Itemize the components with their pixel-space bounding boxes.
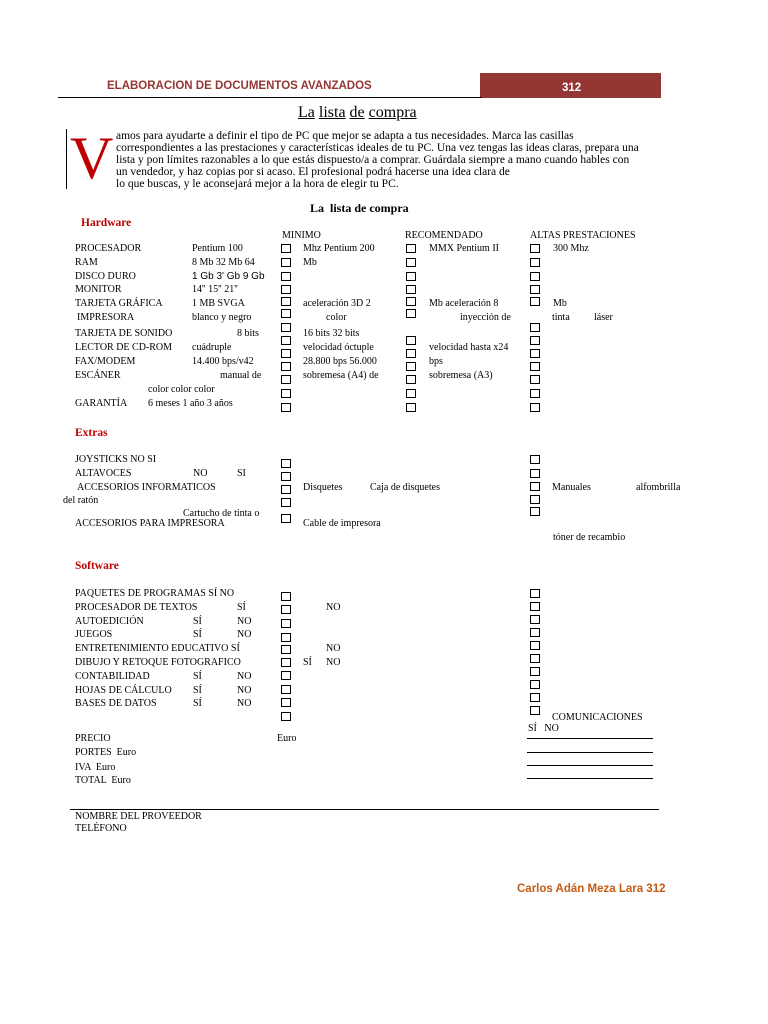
hw-cdrom-alt: velocidad hasta x24 <box>429 342 509 353</box>
portes-line <box>527 752 653 753</box>
checkbox[interactable] <box>406 244 416 253</box>
checkbox[interactable] <box>406 375 416 384</box>
checkbox[interactable] <box>281 244 291 253</box>
ex-accesorios-2: Caja de disquetes <box>370 482 440 493</box>
software-heading: Software <box>75 560 119 572</box>
checkbox[interactable] <box>530 602 540 611</box>
portes-label: PORTES Euro <box>75 747 137 758</box>
total-line <box>527 778 653 779</box>
sw-contabilidad-no: NO <box>237 671 252 682</box>
ex-accesorios-1: Disquetes <box>303 482 343 493</box>
total-label: TOTAL Euro <box>75 775 131 786</box>
ex-del-raton: del ratón <box>63 495 99 506</box>
checkbox[interactable] <box>406 258 416 267</box>
checkbox[interactable] <box>530 272 540 281</box>
title-word-3: de <box>349 104 365 121</box>
checkbox[interactable] <box>281 605 291 614</box>
checkbox[interactable] <box>530 323 540 332</box>
extras-heading: Extras <box>75 427 108 439</box>
hw-ram-rec: Mb <box>303 257 317 268</box>
hw-monitor-min: 14'' 15'' 21'' <box>192 284 238 295</box>
checkbox[interactable] <box>530 641 540 650</box>
sw-bases-no: NO <box>237 698 252 709</box>
dropcap-rule <box>66 129 67 189</box>
checkbox[interactable] <box>281 712 291 721</box>
list-subtitle: La lista de compra <box>310 201 409 215</box>
checkbox[interactable] <box>281 619 291 628</box>
checkbox[interactable] <box>406 272 416 281</box>
header-title: ELABORACION DE DOCUMENTOS AVANZADOS <box>107 80 372 92</box>
checkbox[interactable] <box>281 258 291 267</box>
hw-grafica-min: 1 MB SVGA <box>192 298 245 309</box>
col-minimo: MINIMO <box>282 230 321 241</box>
intro-line-2: correspondientes a las prestaciones y características ideales de tu PC. Una vez tengas las ideas claras, prepara una <box>116 142 639 154</box>
ex-altavoces-label: ALTAVOCES <box>75 468 132 479</box>
ex-joysticks: JOYSTICKS NO SI <box>75 454 157 465</box>
hw-cdrom-min: cuádruple <box>192 342 232 353</box>
checkbox[interactable] <box>530 495 540 504</box>
hw-fax-alt: bps <box>429 356 443 367</box>
hw-escaner-cont: color color color <box>148 384 215 395</box>
checkbox[interactable] <box>281 362 291 371</box>
sw-juegos-label: JUEGOS <box>75 629 113 640</box>
sw-contabilidad-si: SÍ <box>193 671 202 682</box>
hw-disco-label: DISCO DURO <box>75 271 136 282</box>
checkbox[interactable] <box>530 285 540 294</box>
iva-label: IVA Euro <box>75 762 116 773</box>
hw-escaner-min: manual de <box>220 370 262 381</box>
hw-fax-label: FAX/MODEM <box>75 356 136 367</box>
sw-entretenimiento-label: ENTRETENIMIENTO EDUCATIVO SÍ <box>75 643 240 654</box>
hardware-heading: Hardware <box>81 217 132 229</box>
ex-altavoces-si: SI <box>237 468 246 479</box>
intro-line-1: amos para ayudarte a definir el tipo de PC que mejor se adapta a tus necesidades. Marca las casillas <box>116 130 574 142</box>
supplier-phone-label: TELÉFONO <box>75 823 127 834</box>
hw-disco-min: 1 Gb 3' Gb 9 Gb <box>192 271 265 282</box>
hw-escaner-alt: sobremesa (A3) <box>429 370 493 381</box>
checkbox[interactable] <box>281 349 291 358</box>
checkbox[interactable] <box>530 389 540 398</box>
checkbox[interactable] <box>530 469 540 478</box>
hw-grafica-label: TARJETA GRÁFICA <box>75 298 163 309</box>
ex-accesorios-3: Manuales <box>552 482 591 493</box>
checkbox[interactable] <box>530 297 540 306</box>
hw-cdrom-rec: velocidad óctuple <box>303 342 374 353</box>
checkbox[interactable] <box>281 389 291 398</box>
hw-escaner-label: ESCÁNER <box>75 370 121 381</box>
ex-altavoces-no: NO <box>193 468 208 479</box>
checkbox[interactable] <box>530 706 540 715</box>
checkbox[interactable] <box>281 645 291 654</box>
checkbox[interactable] <box>530 349 540 358</box>
checkbox[interactable] <box>281 272 291 281</box>
checkbox[interactable] <box>281 336 291 345</box>
ex-accesorios-label: ACCESORIOS INFORMATICOS <box>77 482 216 493</box>
checkbox[interactable] <box>406 349 416 358</box>
supplier-rule <box>70 809 659 810</box>
hw-sonido-min: 8 bits <box>237 328 259 339</box>
hw-ram-label: RAM <box>75 257 98 268</box>
col-recomendado: RECOMENDADO <box>405 230 483 241</box>
page-number: 312 <box>562 82 582 94</box>
iva-line <box>527 765 653 766</box>
checkbox[interactable] <box>281 459 291 468</box>
sw-juegos-no: NO <box>237 629 252 640</box>
sw-com-sino: SÍ NO <box>528 723 559 734</box>
checkbox[interactable] <box>281 685 291 694</box>
title-word-2: lista <box>318 104 346 121</box>
sw-juegos-si: SÍ <box>193 629 202 640</box>
checkbox[interactable] <box>281 671 291 680</box>
ex-accesorios-4: alfombrilla <box>636 482 681 493</box>
ex-cartucho: Cartucho de tinta o <box>183 508 260 519</box>
checkbox[interactable] <box>406 336 416 345</box>
checkbox[interactable] <box>530 482 540 491</box>
hw-monitor-label: MONITOR <box>75 284 122 295</box>
hw-procesador-rec: Mhz Pentium 200 <box>303 243 375 254</box>
sw-hojas-si: SÍ <box>193 685 202 696</box>
supplier-name-label: NOMBRE DEL PROVEEDOR <box>75 811 202 822</box>
checkbox[interactable] <box>281 472 291 481</box>
checkbox[interactable] <box>530 654 540 663</box>
checkbox[interactable] <box>530 667 540 676</box>
hw-impresora-label: IMPRESORA <box>77 312 135 323</box>
checkbox[interactable] <box>281 297 291 306</box>
sw-autoedicion-no: NO <box>237 616 252 627</box>
checkbox[interactable] <box>530 375 540 384</box>
precio-line <box>527 738 653 739</box>
sw-entretenimiento-no: NO <box>326 643 341 654</box>
checkbox[interactable] <box>530 336 540 345</box>
hw-sonido-label: TARJETA DE SONIDO <box>75 328 173 339</box>
checkbox[interactable] <box>530 615 540 624</box>
sw-autoedicion-si: SÍ <box>193 616 202 627</box>
hw-grafica-rec: aceleración 3D 2 <box>303 298 371 309</box>
sw-bases-si: SÍ <box>193 698 202 709</box>
hw-escaner-rec: sobremesa (A4) de <box>303 370 379 381</box>
checkbox[interactable] <box>406 309 416 318</box>
checkbox[interactable] <box>281 485 291 494</box>
hw-impresora-rec: color <box>326 312 347 323</box>
checkbox[interactable] <box>530 455 540 464</box>
hw-impresora-alt3: láser <box>594 312 613 323</box>
hw-fax-min: 14.400 bps/v42 <box>192 356 254 367</box>
hw-cdrom-label: LECTOR DE CD-ROM <box>75 342 173 353</box>
checkbox[interactable] <box>281 514 291 523</box>
sw-dibujo-label: DIBUJO Y RETOQUE FOTOGRAFICO <box>75 657 241 668</box>
hw-impresora-alt: inyección de <box>460 312 511 323</box>
hw-sonido-rec: 16 bits 32 bits <box>303 328 360 339</box>
hw-grafica-alt: Mb aceleración 8 <box>429 298 499 309</box>
sw-paquetes: PAQUETES DE PROGRAMAS SÍ NO <box>75 588 235 599</box>
checkbox[interactable] <box>406 297 416 306</box>
hw-grafica-alt2: Mb <box>553 298 567 309</box>
page-title <box>298 104 417 122</box>
ex-acc-impresora-label: ACCESORIOS PARA IMPRESORA <box>75 518 225 529</box>
sw-hojas-no: NO <box>237 685 252 696</box>
hw-procesador-alt: MMX Pentium II <box>429 243 499 254</box>
checkbox[interactable] <box>530 244 540 253</box>
checkbox[interactable] <box>530 680 540 689</box>
intro-line-3: lista y pon límites razonables a lo que estás dispuesto/a a comprar. Guárdala siempre a mano cuando hables con <box>116 154 630 166</box>
hw-fax-rec: 28.800 bps 56.000 <box>303 356 377 367</box>
checkbox[interactable] <box>530 362 540 371</box>
intro-line-5: lo que buscas, y le aconsejará mejor a la hora de elegir tu PC. <box>116 178 399 190</box>
checkbox[interactable] <box>406 362 416 371</box>
title-word-1: La <box>298 104 315 121</box>
hw-impresora-min: blanco y negro <box>192 312 252 323</box>
checkbox[interactable] <box>281 498 291 507</box>
checkbox[interactable] <box>406 285 416 294</box>
checkbox[interactable] <box>281 285 291 294</box>
sw-comunicaciones: COMUNICACIONES <box>552 712 643 723</box>
checkbox[interactable] <box>281 592 291 601</box>
checkbox[interactable] <box>281 698 291 707</box>
footer-author: Carlos Adán Meza Lara 312 <box>517 883 666 895</box>
checkbox[interactable] <box>281 309 291 318</box>
checkbox[interactable] <box>530 258 540 267</box>
checkbox[interactable] <box>406 389 416 398</box>
hw-impresora-alt2: tinta <box>552 312 570 323</box>
sw-dibujo-si: SÍ <box>303 657 312 668</box>
intro-line-4: un vendedor, y haz copias por si acaso. El profesional podrá hacerse una idea clara de <box>116 166 510 178</box>
ex-acc-impresora-1: Cable de impresora <box>303 518 381 529</box>
checkbox[interactable] <box>281 403 291 412</box>
sw-bases-label: BASES DE DATOS <box>75 698 157 709</box>
checkbox[interactable] <box>530 693 540 702</box>
sw-procesador-label: PROCESADOR DE TEXTOS <box>75 602 198 613</box>
ex-toner: tóner de recambio <box>553 532 626 543</box>
checkbox[interactable] <box>530 589 540 598</box>
hw-ram-min: 8 Mb 32 Mb 64 <box>192 257 255 268</box>
checkbox[interactable] <box>530 628 540 637</box>
checkbox[interactable] <box>530 403 540 412</box>
hw-procesador-alt2: 300 Mhz <box>553 243 589 254</box>
sw-procesador-si: SÍ <box>237 602 246 613</box>
checkbox[interactable] <box>406 403 416 412</box>
sw-autoedicion-label: AUTOEDICIÓN <box>75 616 144 627</box>
precio-label: PRECIO <box>75 733 111 744</box>
checkbox[interactable] <box>530 507 540 516</box>
title-word-4: compra <box>368 104 417 121</box>
checkbox[interactable] <box>281 633 291 642</box>
hw-garantia-min: 6 meses 1 año 3 años <box>148 398 233 409</box>
precio-euro: Euro <box>277 733 297 744</box>
dropcap: V <box>70 125 114 191</box>
checkbox[interactable] <box>281 658 291 667</box>
hw-procesador-label: PROCESADOR <box>75 243 142 254</box>
sw-dibujo-no: NO <box>326 657 341 668</box>
header-rule <box>58 97 482 98</box>
checkbox[interactable] <box>281 375 291 384</box>
sw-procesador-no: NO <box>326 602 341 613</box>
col-altas: ALTAS PRESTACIONES <box>530 230 636 241</box>
sw-hojas-label: HOJAS DE CÁLCULO <box>75 685 172 696</box>
sw-contabilidad-label: CONTABILIDAD <box>75 671 150 682</box>
hw-garantia-label: GARANTÍA <box>75 398 128 409</box>
hw-procesador-min: Pentium 100 <box>192 243 243 254</box>
checkbox[interactable] <box>281 323 291 332</box>
